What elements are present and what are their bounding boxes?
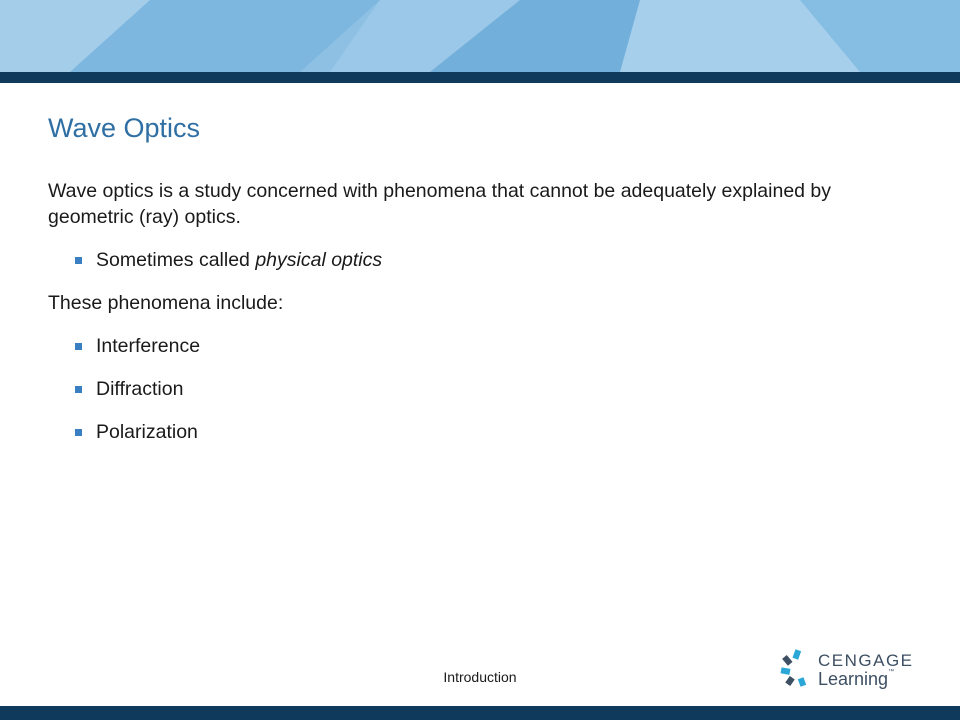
square-bullet-icon [75,257,82,264]
cengage-pinwheel-icon [778,648,818,688]
logo-trademark: ™ [888,669,895,675]
phenomenon-label: Polarization [96,421,198,443]
bullet-emphasis: physical optics [255,249,383,271]
intro-paragraph: Wave optics is a study concerned with phenomena that cannot be adequately explained by geometric (ray) optics. [48,180,832,228]
square-bullet-icon [75,343,82,350]
slide-title: Wave Optics [48,113,201,143]
bullet-phenomenon [48,376,908,402]
bullet-phenomenon [48,333,908,359]
header-rule [0,72,960,83]
phenomena-intro: These phenomena include: [48,292,284,314]
cengage-logo [778,648,928,694]
slide-body [48,178,908,462]
logo-wordmark-bottom [818,669,894,690]
bullet-phenomenon [48,419,908,445]
phenomenon-label: Diffraction [96,378,184,400]
bullet-physical-optics [48,247,908,273]
logo-word-learning: Learning [818,669,889,689]
logo-wordmark-top: CENGAGE [818,651,914,670]
header-band [0,0,960,72]
square-bullet-icon [75,386,82,393]
bullet-prefix: Sometimes called [96,249,256,271]
footer-rule [0,706,960,720]
footer-section-label: Introduction [443,669,517,685]
phenomenon-label: Interference [96,335,201,357]
square-bullet-icon [75,429,82,436]
